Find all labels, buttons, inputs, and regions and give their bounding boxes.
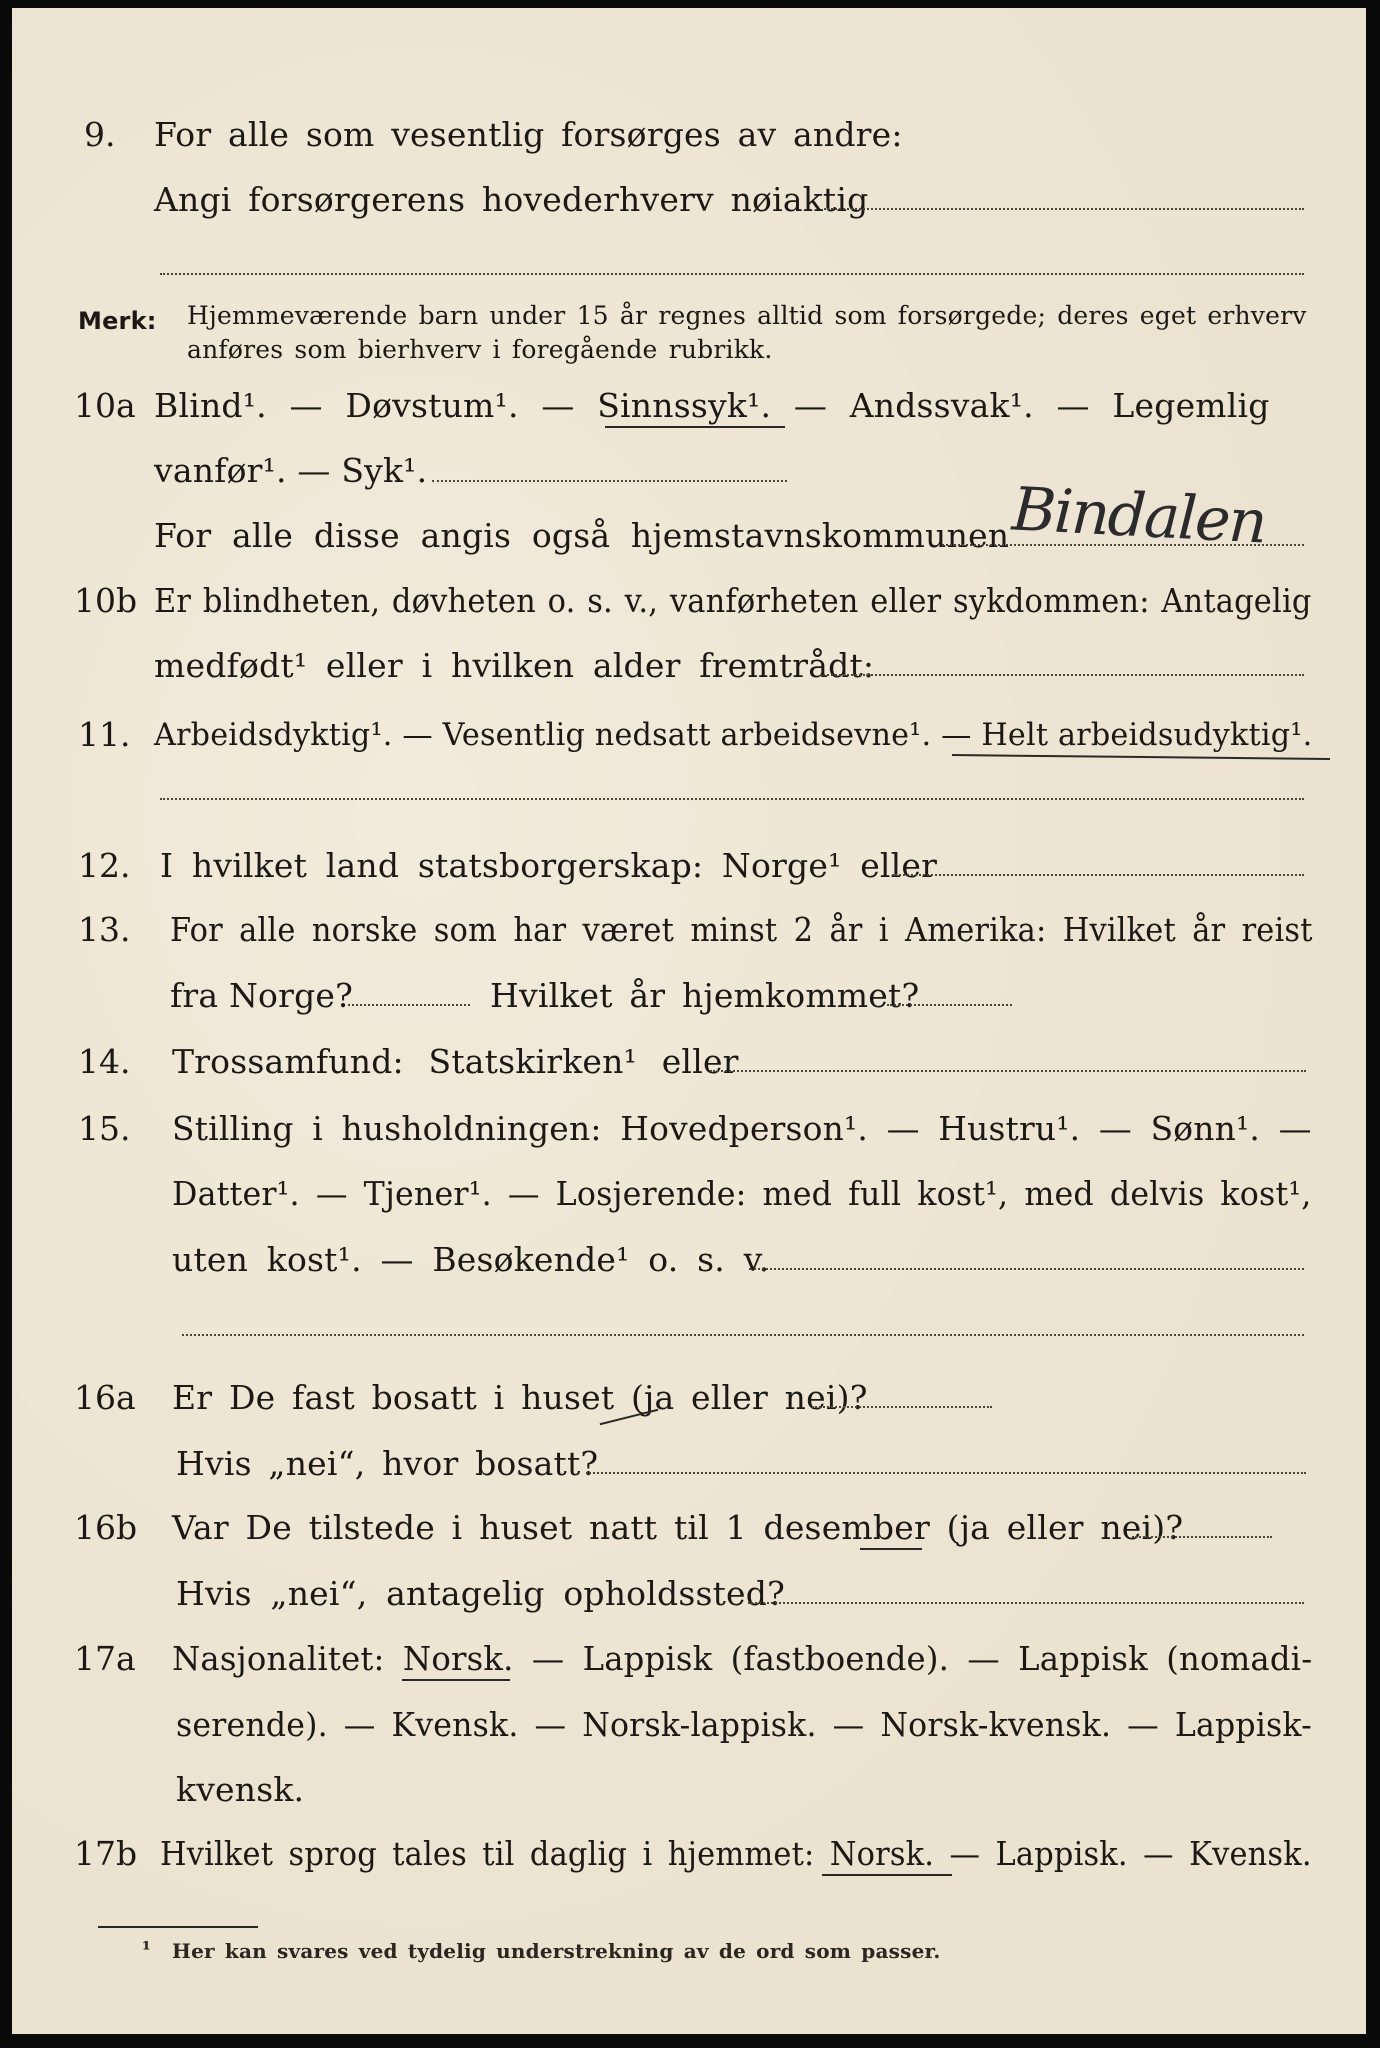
q9-line1: For alle som vesentlig forsørges av andre:: [154, 115, 903, 154]
q10a-syk-answer-line[interactable]: [432, 480, 787, 482]
q9-answer-line[interactable]: [824, 208, 1304, 210]
q10a-line1: Blind¹. — Døvstum¹. — Sinnssyk¹. — Andssvak¹. — Legemlig: [154, 386, 1270, 425]
merk-label: Merk:: [78, 307, 157, 335]
q14-answer-line[interactable]: [710, 1070, 1306, 1072]
q9-answer-line-2[interactable]: [160, 273, 1304, 275]
q15-line2: Datter¹. — Tjener¹. — Losjerende: med full kost¹, med delvis kost¹,: [172, 1174, 1312, 1213]
q10a-handwritten-answer: Bindalen: [1010, 474, 1268, 558]
q12-line1: I hvilket land statsborgerskap: Norge¹ eller: [160, 846, 938, 885]
q17a-underline-norsk: [402, 1679, 510, 1681]
q10b-number: 10b: [74, 581, 138, 620]
q17a-line3: kvensk.: [176, 1770, 305, 1809]
q13-hjemkommet-answer-line[interactable]: [887, 1004, 1012, 1006]
q11-number: 11.: [78, 715, 131, 754]
q15-answer-line[interactable]: [749, 1268, 1304, 1270]
q16a-line1: Er De fast bosatt i huset (ja eller nei)?: [172, 1378, 868, 1417]
q10a-underline-sinnssyk: [605, 426, 785, 428]
q13-number: 13.: [78, 910, 131, 949]
q15-line3: uten kost¹. — Besøkende¹ o. s. v.: [172, 1240, 770, 1279]
q16a-answer-line[interactable]: [812, 1406, 992, 1408]
q13-line2a: fra Norge?: [170, 976, 354, 1015]
q10b-answer-line[interactable]: [820, 674, 1304, 676]
q17a-line1: Nasjonalitet: Norsk. — Lappisk (fastboende). — Lappisk (nomadi-: [172, 1639, 1313, 1678]
q16b-line1: Var De tilstede i huset natt til 1 desember (ja eller nei)?: [172, 1508, 1184, 1547]
merk-line1: Hjemmeværende barn under 15 år regnes alltid som forsørgede; deres eget erhverv: [187, 301, 1307, 330]
q12-number: 12.: [78, 846, 131, 885]
q16b-line2: Hvis „nei“, antagelig opholdssted?: [176, 1574, 785, 1613]
q17a-line2: serende). — Kvensk. — Norsk-lappisk. — Norsk-kvensk. — Lappisk-: [176, 1705, 1313, 1744]
q16a-number: 16a: [74, 1378, 136, 1417]
q16a-line2: Hvis „nei“, hvor bosatt?: [176, 1444, 599, 1483]
q10b-line2: medfødt¹ eller i hvilken alder fremtrådt:: [154, 646, 875, 685]
merk-line2: anføres som bierhverv i foregående rubrikk.: [187, 335, 773, 364]
q17a-number: 17a: [74, 1639, 136, 1678]
q10a-line3: For alle disse angis også hjemstavnskommunen: [154, 516, 1010, 555]
q15-answer-line-2[interactable]: [182, 1334, 1304, 1336]
q10a-number: 10a: [74, 386, 136, 425]
q13-line1: For alle norske som har været minst 2 år i Amerika: Hvilket år reist: [170, 910, 1313, 949]
q16a-bosatt-answer-line[interactable]: [586, 1472, 1306, 1474]
footnote-rule: [98, 1926, 258, 1928]
q13-line2b: Hvilket år hjemkommet?: [490, 976, 920, 1015]
q14-number: 14.: [78, 1042, 131, 1081]
q14-line1: Trossamfund: Statskirken¹ eller: [172, 1042, 739, 1081]
q16b-number: 16b: [74, 1508, 138, 1547]
q10b-line1: Er blindheten, døvheten o. s. v., vanførheten eller sykdommen: Antagelig: [154, 581, 1312, 620]
q17b-line1: Hvilket sprog tales til daglig i hjemmet: Norsk. — Lappisk. — Kvensk.: [160, 1834, 1312, 1873]
q13-reist-answer-line[interactable]: [348, 1004, 470, 1006]
q15-number: 15.: [78, 1109, 131, 1148]
q11-line1: Arbeidsdyktig¹. — Vesentlig nedsatt arbeidsevne¹. — Helt arbeidsudyktig¹.: [154, 717, 1313, 753]
q16b-handwritten-mark-ja: [860, 1548, 922, 1550]
q10a-line2: vanfør¹. — Syk¹.: [154, 451, 428, 490]
q16b-opholdssted-answer-line[interactable]: [748, 1602, 1304, 1604]
q12-answer-line[interactable]: [892, 874, 1304, 876]
census-form-sheet: [12, 8, 1366, 2034]
q9-number: 9.: [84, 115, 116, 154]
q17b-number: 17b: [74, 1834, 138, 1873]
q15-line1: Stilling i husholdningen: Hovedperson¹. — Hustru¹. — Sønn¹. —: [172, 1109, 1312, 1148]
q16b-answer-line[interactable]: [1132, 1536, 1272, 1538]
q17b-underline-norsk: [822, 1874, 952, 1876]
q11-answer-line[interactable]: [160, 798, 1304, 800]
footnote-mark: ¹: [142, 1937, 151, 1961]
q9-line2: Angi forsørgerens hovederhverv nøiaktig: [154, 180, 869, 219]
footnote-text: Her kan svares ved tydelig understrekning av de ord som passer.: [172, 1939, 941, 1963]
